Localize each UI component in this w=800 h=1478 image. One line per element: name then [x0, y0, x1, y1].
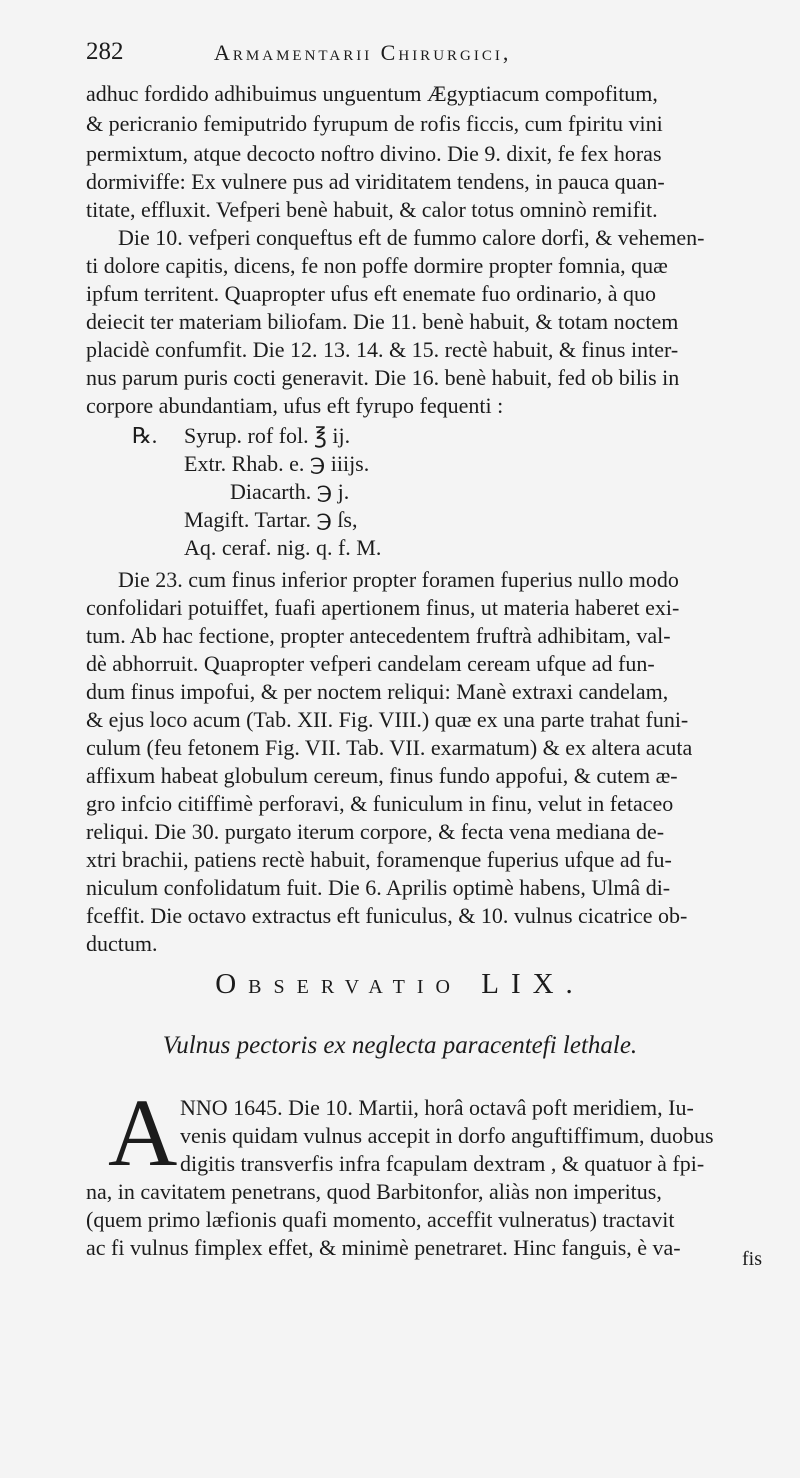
text-line: digitis transverfis infra fcapulam dextram , & quatuor à fpi-: [180, 1151, 705, 1176]
page-number: 282: [86, 38, 124, 65]
text-line: tum. Ab hac fectione, propter antecedentem fruftrà adhibitam, val-: [86, 623, 671, 648]
text-line: venis quidam vulnus accepit in dorfo anguftiffimum, duobus: [180, 1123, 714, 1148]
text-line: Die 23. cum finus inferior propter foramen fuperius nullo modo: [118, 567, 679, 592]
text-line: permixtum, atque decocto noftro divino. Die 9. dixit, fe fex horas: [86, 141, 662, 166]
text-line: placidè confumfit. Die 12. 13. 14. & 15. rectè habuit, & finus inter-: [86, 337, 679, 362]
text-line: gro infcio citiffimè perforavi, & funiculum in finu, velut in fetaceo: [86, 791, 674, 816]
text-line: ductum.: [86, 931, 158, 956]
recipe-item: Syrup. rof fol. ℥ ij.: [184, 423, 351, 448]
recipe-symbol: ℞.: [132, 423, 158, 448]
text-line: & pericranio femiputrido fyrupum de rofis ficcis, cum fpiritu vini: [86, 111, 663, 136]
text-line: dum finus impofui, & per noctem reliqui: Manè extraxi candelam,: [86, 679, 669, 704]
text-line: adhuc fordido adhibuimus unguentum Ægyptiacum compofitum,: [86, 81, 658, 106]
page-header: [86, 38, 760, 70]
text-line: niculum confolidatum fuit. Die 6. Aprilis optimè habens, Ulmâ di-: [86, 875, 671, 900]
recipe-item: Magift. Tartar. ℈ ſs,: [184, 507, 358, 532]
text-line: confolidari potuiffet, fuafi apertionem finus, ut materia haberet exi-: [86, 595, 680, 620]
text-line: Die 10. vefperi conqueftus eft de fummo calore dorfi, & vehemen-: [118, 225, 705, 250]
running-title: Armamentarii Chirurgici,: [214, 40, 512, 65]
text-line: NNO 1645. Die 10. Martii, horâ octavâ poft meridiem, Iu-: [180, 1095, 694, 1120]
text-line: culum (feu fetonem Fig. VII. Tab. VII. exarmatum) & ex altera acuta: [86, 735, 693, 760]
text-line: fceffit. Die octavo extractus eft funiculus, & 10. vulnus cicatrice ob-: [86, 903, 688, 928]
text-line: nus parum puris cocti generavit. Die 16. benè habuit, fed ob bilis in: [86, 365, 680, 390]
recipe-item: Extr. Rhab. e. ℈ iiijs.: [184, 451, 370, 476]
text-line: corpore abundantiam, ufus eft fyrupo fequenti :: [86, 393, 504, 418]
text-line: dè abhorruit. Quapropter vefperi candelam ceream ufque ad fun-: [86, 651, 655, 676]
text-line: ti dolore capitis, dicens, fe non poffe dormire propter fomnia, quæ: [86, 253, 668, 278]
text-line: na, in cavitatem penetrans, quod Barbitonfor, aliàs non imperitus,: [86, 1179, 662, 1204]
text-line: ipfum territent. Quapropter ufus eft enemate fuo ordinario, à quo: [86, 281, 656, 306]
text-line: & ejus loco acum (Tab. XII. Fig. VIII.) quæ ex una parte trahat funi-: [86, 707, 689, 732]
text-line: (quem primo læfionis quafi momento, acceffit vulneratus) tractavit: [86, 1207, 675, 1232]
text-line: ac fi vulnus fimplex effet, & minimè penetraret. Hinc fanguis, è va-: [86, 1235, 681, 1260]
recipe-item: Diacarth. ℈ j.: [230, 479, 350, 504]
text-line: titate, effluxit. Vefperi benè habuit, & calor totus omninò remifit.: [86, 197, 658, 222]
text-line: reliqui. Die 30. purgato iterum corpore, & fecta vena mediana de-: [86, 819, 665, 844]
catchword: fis: [742, 1248, 762, 1270]
text-line: dormiviffe: Ex vulnere pus ad viriditatem tendens, in pauca quan-: [86, 169, 665, 194]
text-line: affixum habeat globulum cereum, finus fundo appofui, & cutem æ-: [86, 763, 678, 788]
text-line: deiecit ter materiam biliofam. Die 11. benè habuit, & totam noctem: [86, 309, 679, 334]
text-line: xtri brachii, patiens rectè habuit, foramenque fuperius ufque ad fu-: [86, 847, 672, 872]
observation-subtitle: Vulnus pectoris ex neglecta paracentefi lethale.: [162, 1032, 638, 1059]
recipe-item: Aq. ceraf. nig. q. f. M.: [184, 535, 382, 560]
observation-heading: Observatio LIX.: [215, 968, 585, 1000]
drop-cap: A: [108, 1079, 178, 1186]
